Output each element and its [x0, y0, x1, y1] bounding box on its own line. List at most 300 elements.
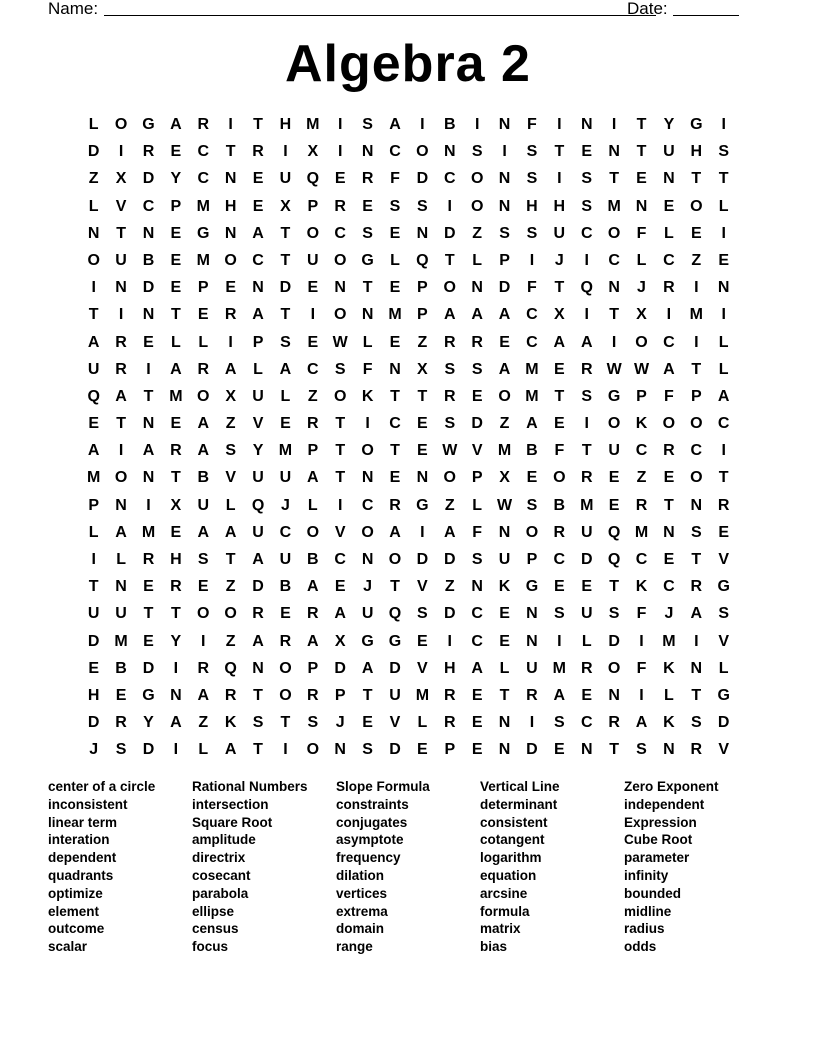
- grid-letter: N: [663, 170, 675, 188]
- grid-letter: N: [471, 279, 483, 297]
- grid-letter: X: [636, 306, 647, 324]
- grid-letter: R: [580, 469, 593, 487]
- page-title: Algebra 2: [285, 35, 531, 93]
- grid-letter: M: [415, 686, 430, 704]
- grid-letter: L: [307, 496, 318, 514]
- grid-letter: D: [526, 741, 538, 759]
- grid-letter: N: [663, 741, 675, 759]
- word-bank-column: [48, 778, 192, 956]
- grid-letter: R: [526, 686, 538, 704]
- grid-letter: N: [224, 170, 237, 188]
- grid-letter: T: [609, 741, 619, 759]
- grid-letter: L: [664, 224, 674, 242]
- grid-letter: E: [554, 360, 565, 378]
- grid-letter: U: [279, 551, 292, 568]
- grid-letter: O: [114, 116, 128, 133]
- grid-letter: B: [142, 251, 155, 269]
- grid-letter: C: [389, 143, 401, 161]
- grid-letter: U: [553, 224, 566, 242]
- grid-letter: N: [334, 279, 346, 297]
- grid-letter: N: [498, 197, 511, 215]
- grid-letter: E: [170, 523, 182, 541]
- grid-letter: N: [608, 143, 620, 161]
- grid-letter: E: [115, 686, 127, 704]
- grid-letter: N: [416, 224, 429, 242]
- grid-letter: T: [554, 279, 565, 297]
- word-bank-column: [192, 778, 336, 956]
- grid-letter: P: [307, 659, 319, 677]
- grid-letter: E: [362, 714, 373, 732]
- grid-letter: N: [498, 170, 511, 188]
- grid-letter: I: [447, 197, 452, 215]
- grid-letter: Z: [225, 578, 236, 596]
- grid-letter: H: [224, 197, 237, 215]
- header-row: [48, 0, 748, 20]
- grid-letter: E: [417, 632, 428, 650]
- grid-letter: V: [471, 442, 483, 460]
- grid-letter: X: [499, 469, 510, 487]
- grid-letter: S: [115, 741, 127, 759]
- grid-letter: T: [417, 387, 428, 405]
- grid-letter: M: [196, 251, 210, 269]
- grid-letter: O: [607, 659, 621, 677]
- grid-letter: A: [224, 523, 237, 541]
- grid-letter: R: [663, 442, 675, 460]
- grid-letter: N: [87, 224, 100, 242]
- grid-letter: T: [116, 415, 126, 433]
- grid-letter: E: [334, 170, 346, 188]
- grid-letter: A: [553, 686, 566, 704]
- word-bank-column: [480, 778, 624, 956]
- grid-letter: A: [471, 306, 483, 324]
- grid-letter: O: [197, 387, 210, 405]
- grid-letter: R: [717, 496, 730, 514]
- grid-letter: Q: [251, 496, 265, 514]
- word-bank-item: quadrants: [48, 867, 114, 883]
- grid-letter: L: [718, 197, 729, 215]
- grid-letter: E: [526, 469, 538, 487]
- grid-letter: K: [498, 578, 511, 596]
- grid-letter: D: [87, 632, 100, 650]
- word-bank-item: dependent: [48, 850, 117, 866]
- grid-letter: T: [225, 551, 236, 568]
- grid-letter: S: [225, 442, 236, 460]
- grid-letter: N: [361, 306, 374, 324]
- grid-letter: O: [333, 306, 347, 324]
- grid-letter: Q: [306, 170, 320, 188]
- grid-letter: C: [580, 224, 593, 242]
- grid-letter: Z: [444, 496, 455, 514]
- grid-letter: D: [142, 279, 155, 297]
- grid-letter: T: [390, 387, 400, 405]
- grid-letter: X: [417, 360, 428, 378]
- grid-letter: H: [553, 197, 566, 215]
- grid-letter: O: [114, 469, 128, 487]
- grid-letter: O: [416, 143, 429, 161]
- grid-letter: X: [115, 170, 127, 188]
- grid-letter: S: [280, 333, 291, 351]
- grid-letter: N: [471, 578, 483, 596]
- grid-letter: N: [115, 279, 127, 297]
- grid-letter: E: [225, 279, 236, 297]
- grid-letter: I: [584, 306, 589, 324]
- grid-letter: A: [307, 632, 319, 650]
- word-bank-item: directrix: [192, 850, 246, 866]
- grid-letter: R: [224, 306, 237, 324]
- grid-letter: L: [280, 387, 291, 405]
- grid-letter: E: [170, 415, 182, 433]
- grid-letter: O: [279, 659, 292, 677]
- grid-letter: Q: [224, 659, 237, 677]
- grid-letter: N: [142, 469, 155, 487]
- grid-letter: I: [118, 143, 124, 161]
- grid-letter: A: [224, 360, 237, 378]
- grid-letter: P: [690, 387, 702, 405]
- grid-letter: E: [252, 197, 264, 215]
- grid-letter: C: [361, 496, 374, 514]
- grid-letter: D: [443, 605, 456, 623]
- grid-letter: J: [335, 714, 345, 732]
- grid-letter: S: [608, 605, 620, 623]
- grid-letter: L: [225, 496, 236, 514]
- grid-letter: P: [307, 197, 319, 215]
- grid-letter: X: [554, 306, 565, 324]
- grid-letter: J: [363, 578, 373, 596]
- grid-letter: W: [332, 333, 348, 351]
- grid-letter: E: [143, 578, 154, 596]
- grid-letter: C: [197, 143, 210, 161]
- grid-letter: X: [334, 632, 346, 650]
- grid-letter: O: [690, 197, 703, 215]
- grid-letter: R: [170, 442, 182, 460]
- grid-letter: A: [224, 741, 237, 759]
- grid-letter: S: [444, 415, 456, 433]
- grid-letter: A: [252, 306, 264, 324]
- grid-letter: T: [362, 686, 373, 704]
- word-bank-item: odds: [624, 939, 657, 955]
- grid-letter: T: [335, 442, 346, 460]
- grid-letter: E: [389, 333, 401, 351]
- grid-letter: O: [443, 469, 456, 487]
- grid-letter: L: [198, 741, 209, 759]
- grid-letter: T: [280, 224, 291, 242]
- word-bank-item: radius: [624, 921, 665, 937]
- grid-letter: D: [471, 415, 483, 433]
- grid-letter: A: [307, 469, 319, 487]
- grid-letter: T: [554, 143, 565, 161]
- grid-letter: U: [252, 469, 264, 487]
- grid-letter: E: [389, 279, 401, 297]
- grid-letter: R: [197, 360, 210, 378]
- grid-letter: L: [499, 659, 510, 677]
- grid-letter: C: [635, 551, 648, 568]
- grid-letter: T: [225, 143, 236, 161]
- grid-letter: D: [142, 170, 155, 188]
- grid-letter: M: [552, 659, 566, 677]
- grid-letter: M: [634, 523, 649, 541]
- grid-letter: A: [115, 523, 127, 541]
- grid-letter: E: [608, 496, 620, 514]
- grid-letter: Y: [663, 116, 675, 133]
- grid-letter: R: [443, 686, 456, 704]
- grid-letter: S: [581, 387, 593, 405]
- grid-letter: N: [252, 279, 264, 297]
- word-bank-item: Square Root: [192, 814, 273, 830]
- grid-letter: R: [197, 116, 210, 133]
- grid-letter: O: [498, 387, 511, 405]
- grid-letter: I: [639, 686, 644, 704]
- word-bank-item: vertices: [336, 885, 388, 901]
- grid-letter: F: [527, 279, 537, 297]
- grid-letter: H: [87, 686, 100, 704]
- word-bank-item: intersection: [192, 796, 269, 812]
- grid-letter: S: [581, 197, 593, 215]
- grid-letter: O: [388, 551, 402, 568]
- grid-letter: C: [635, 442, 648, 460]
- grid-letter: T: [636, 143, 647, 161]
- grid-letter: G: [197, 224, 210, 242]
- grid-letter: Q: [580, 279, 593, 297]
- grid-letter: N: [142, 415, 155, 433]
- grid-letter: I: [721, 116, 726, 133]
- grid-letter: H: [170, 551, 182, 568]
- grid-letter: E: [197, 578, 209, 596]
- grid-letter: I: [337, 496, 343, 514]
- grid-letter: A: [717, 387, 730, 405]
- grid-letter: P: [417, 279, 428, 297]
- grid-letter: B: [526, 442, 538, 460]
- grid-letter: N: [252, 659, 264, 677]
- grid-letter: A: [580, 333, 593, 351]
- grid-letter: A: [498, 306, 511, 324]
- grid-letter: D: [87, 714, 100, 732]
- grid-letter: C: [471, 632, 483, 650]
- grid-letter: J: [554, 251, 564, 269]
- word-bank-item: linear term: [48, 814, 118, 830]
- grid-letter: S: [362, 116, 373, 133]
- grid-letter: H: [526, 197, 538, 215]
- grid-letter: M: [580, 496, 594, 514]
- grid-letter: O: [306, 523, 320, 541]
- grid-letter: T: [499, 686, 510, 704]
- grid-letter: C: [663, 333, 675, 351]
- grid-letter: M: [607, 197, 621, 215]
- grid-letter: C: [717, 415, 730, 433]
- grid-letter: Z: [499, 415, 510, 433]
- grid-letter: R: [224, 686, 237, 704]
- grid-letter: U: [279, 170, 292, 188]
- grid-letter: Z: [636, 469, 647, 487]
- word-bank-item: bounded: [624, 885, 681, 901]
- grid-letter: R: [197, 659, 210, 677]
- grid-letter: R: [115, 333, 127, 351]
- grid-letter: S: [636, 741, 647, 759]
- grid-letter: N: [608, 686, 620, 704]
- grid-letter: L: [88, 116, 99, 133]
- grid-letter: J: [637, 279, 646, 297]
- grid-letter: N: [443, 143, 456, 161]
- grid-letter: E: [307, 333, 319, 351]
- grid-letter: I: [283, 143, 288, 161]
- grid-letter: T: [280, 251, 291, 269]
- grid-letter: L: [472, 496, 483, 514]
- grid-letter: E: [88, 415, 100, 433]
- grid-letter: R: [635, 496, 648, 514]
- grid-letter: E: [417, 442, 428, 460]
- grid-letter: T: [390, 442, 400, 460]
- grid-letter: T: [253, 741, 263, 759]
- grid-letter: P: [499, 251, 510, 269]
- grid-letter: O: [279, 686, 292, 704]
- grid-letter: I: [337, 116, 343, 133]
- grid-letter: K: [635, 415, 648, 433]
- grid-letter: E: [170, 251, 182, 269]
- grid-letter: I: [173, 741, 179, 759]
- grid-letter: X: [307, 143, 319, 161]
- grid-letter: R: [307, 605, 319, 623]
- word-bank-item: Cube Root: [624, 832, 693, 848]
- word-bank-item: ellipse: [192, 903, 235, 919]
- grid-letter: A: [663, 360, 675, 378]
- grid-letter: X: [225, 387, 236, 405]
- grid-letter: S: [526, 496, 538, 514]
- grid-letter: V: [718, 632, 730, 650]
- grid-letter: I: [91, 279, 96, 297]
- grid-letter: W: [606, 360, 622, 378]
- grid-letter: I: [584, 415, 589, 433]
- grid-letter: I: [557, 632, 562, 650]
- grid-letter: E: [471, 714, 483, 732]
- grid-letter: W: [497, 496, 513, 514]
- grid-letter: P: [417, 306, 428, 324]
- grid-letter: D: [416, 551, 429, 568]
- grid-letter: C: [471, 605, 483, 623]
- grid-letter: G: [361, 632, 374, 650]
- grid-letter: S: [554, 605, 565, 623]
- grid-letter: A: [252, 551, 264, 568]
- grid-letter: U: [526, 659, 538, 677]
- grid-letter: A: [170, 116, 182, 133]
- grid-letter: N: [663, 523, 675, 541]
- grid-letter: O: [662, 415, 676, 433]
- grid-letter: N: [526, 632, 538, 650]
- grid-letter: Q: [388, 605, 402, 623]
- grid-letter: T: [253, 116, 263, 133]
- word-bank-item: independent: [624, 796, 705, 812]
- grid-letter: S: [417, 197, 428, 215]
- grid-letter: D: [443, 551, 456, 568]
- grid-letter: Y: [143, 714, 154, 732]
- grid-letter: N: [608, 279, 620, 297]
- grid-letter: O: [553, 469, 566, 487]
- grid-letter: D: [717, 714, 730, 732]
- grid-letter: N: [498, 116, 511, 133]
- grid-letter: C: [252, 251, 264, 269]
- grid-letter: A: [389, 523, 401, 541]
- grid-letter: T: [335, 415, 346, 433]
- word-bank-item: formula: [480, 903, 530, 919]
- grid-letter: M: [689, 306, 703, 324]
- grid-letter: V: [718, 551, 730, 568]
- grid-letter: R: [608, 714, 620, 732]
- grid-letter: C: [526, 333, 538, 351]
- grid-letter: T: [664, 496, 674, 514]
- grid-letter: A: [471, 659, 483, 677]
- grid-letter: L: [88, 523, 99, 541]
- grid-letter: S: [471, 143, 483, 161]
- grid-letter: S: [417, 605, 428, 623]
- grid-letter: E: [499, 605, 510, 623]
- grid-letter: R: [553, 523, 566, 541]
- grid-letter: U: [580, 605, 593, 623]
- grid-letter: T: [718, 469, 729, 487]
- grid-letter: T: [609, 306, 619, 324]
- grid-letter: N: [334, 741, 346, 759]
- word-bank-item: midline: [624, 903, 672, 919]
- grid-letter: G: [388, 632, 402, 650]
- grid-letter: S: [718, 143, 730, 161]
- grid-letter: I: [694, 632, 699, 650]
- grid-letter: I: [118, 306, 124, 324]
- grid-letter: M: [169, 387, 183, 405]
- grid-letter: C: [663, 251, 675, 269]
- grid-letter: I: [420, 116, 425, 133]
- grid-letter: N: [361, 469, 374, 487]
- grid-letter: O: [607, 415, 621, 433]
- grid-letter: D: [389, 659, 401, 677]
- grid-letter: E: [663, 551, 675, 568]
- word-bank: [48, 778, 768, 956]
- word-bank-item: extrema: [336, 903, 388, 919]
- grid-letter: Q: [416, 251, 429, 269]
- grid-letter: S: [362, 224, 373, 242]
- grid-letter: A: [87, 333, 100, 351]
- grid-letter: P: [526, 551, 538, 568]
- grid-letter: L: [390, 251, 400, 269]
- grid-letter: T: [691, 551, 702, 568]
- grid-letter: L: [718, 333, 729, 351]
- grid-letter: C: [580, 714, 593, 732]
- grid-letter: R: [580, 360, 593, 378]
- word-bank-item: consistent: [480, 814, 548, 830]
- grid-letter: V: [718, 741, 730, 759]
- grid-letter: P: [636, 387, 647, 405]
- grid-letter: P: [170, 197, 182, 215]
- grid-letter: A: [197, 415, 210, 433]
- word-bank-item: constraints: [336, 796, 409, 812]
- grid-letter: O: [443, 279, 456, 297]
- grid-letter: F: [390, 170, 400, 188]
- grid-letter: A: [389, 116, 401, 133]
- grid-letter: A: [170, 714, 182, 732]
- grid-letter: U: [87, 605, 100, 623]
- grid-letter: N: [635, 197, 648, 215]
- grid-letter: M: [662, 632, 676, 650]
- grid-letter: L: [581, 632, 592, 650]
- grid-letter: A: [635, 714, 648, 732]
- grid-letter: P: [444, 741, 456, 759]
- word-bank-item: infinity: [624, 867, 669, 883]
- grid-letter: A: [170, 360, 182, 378]
- grid-letter: N: [416, 469, 429, 487]
- grid-letter: B: [553, 496, 566, 514]
- word-bank-item: bias: [480, 939, 508, 955]
- grid-letter: X: [170, 496, 182, 514]
- grid-letter: R: [115, 360, 127, 378]
- grid-letter: T: [170, 605, 181, 623]
- word-bank-item: parabola: [192, 885, 249, 901]
- word-bank-item: Zero Exponent: [624, 779, 719, 794]
